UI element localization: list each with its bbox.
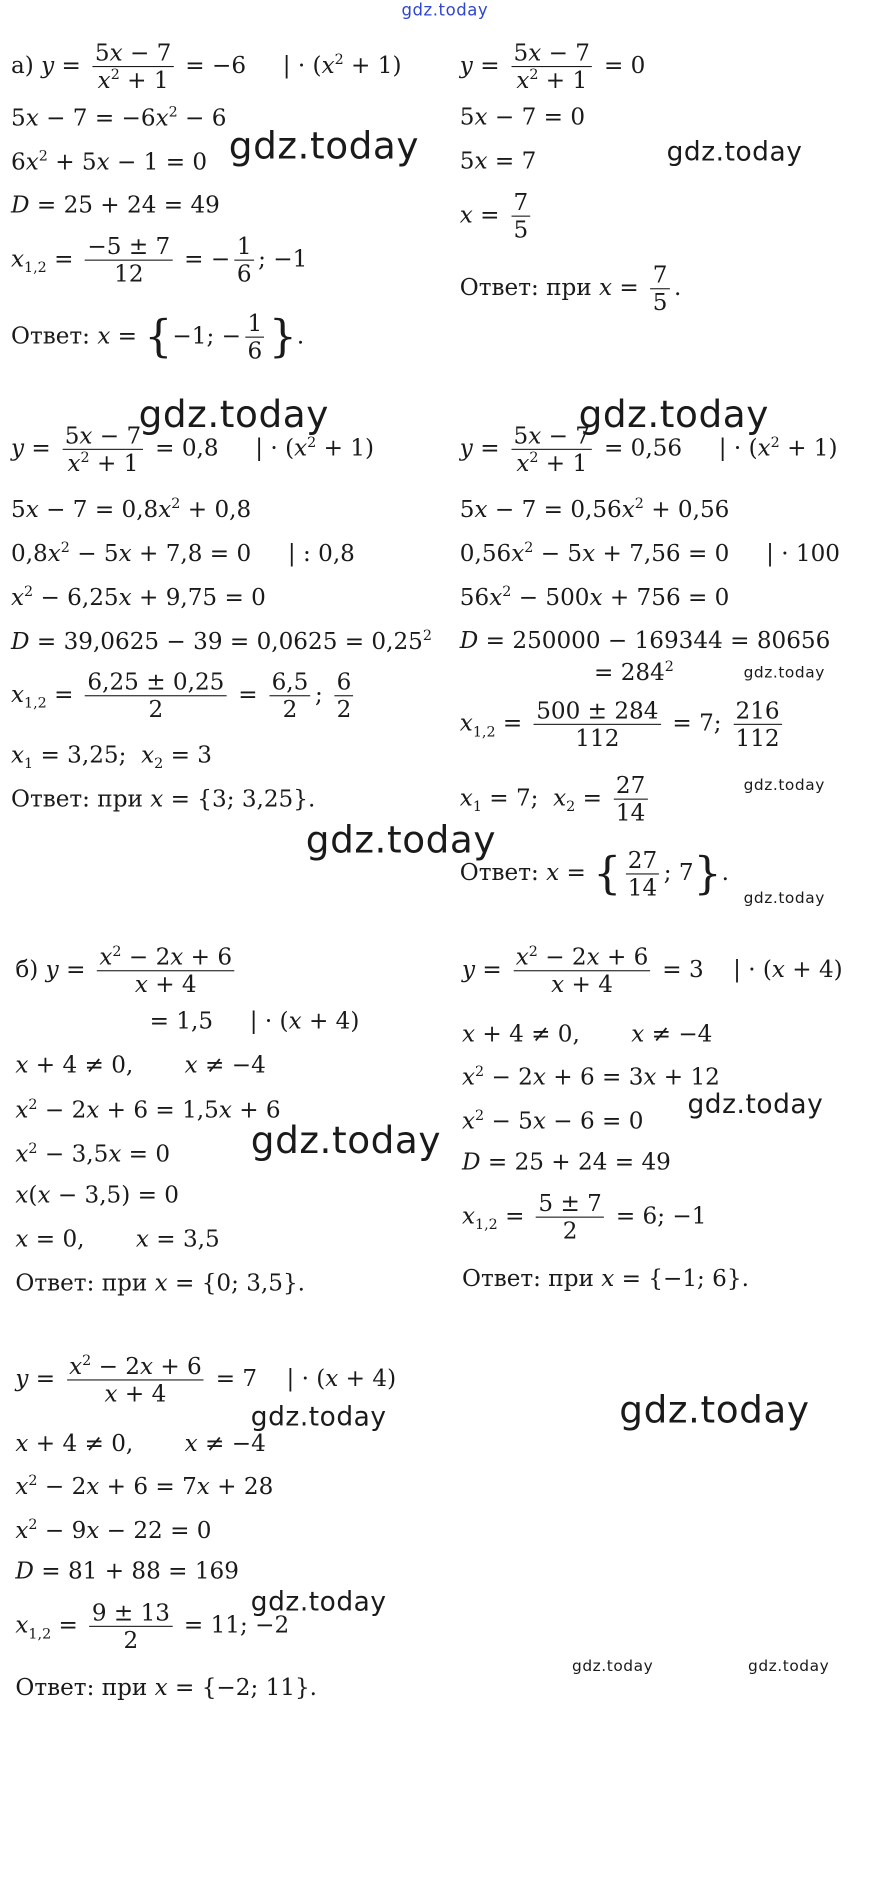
math-line: $5x - 7 = 0,56x^2 + 0,56$ <box>459 496 730 523</box>
math-line: $0,8x^2 - 5x + 7,8 = 0$ | : 0,8 <box>11 540 355 567</box>
math-line: 5x − 7 = 0 <box>459 103 586 130</box>
math-line: x = $\frac{7}{5}$ <box>460 189 535 243</box>
math-line: $x^2 - 5x - 6 = 0$ <box>462 1107 644 1135</box>
math-line: x + 4 ≠ 0, x ≠ −4 <box>15 1430 266 1457</box>
watermark: gdz.today <box>250 1118 442 1163</box>
watermark: gdz.today <box>748 1657 830 1676</box>
math-line: x = 0, x = 3,5 <box>15 1225 220 1252</box>
math-line: $5x - 7 = -6x^2 - 6$ <box>11 104 227 131</box>
math-line: = 1,5 | · (x + 4) <box>149 1007 360 1034</box>
math-line: Ответ: при x = {0; 3,5}. <box>15 1269 306 1296</box>
math-line: D = 250000 − 169344 = 80656 <box>459 627 831 654</box>
math-line: D = 81 + 88 = 169 <box>15 1557 239 1584</box>
math-line: $x^2 - 6,25x + 9,75 = 0$ <box>11 584 266 611</box>
math-line: $56x^2 - 500x + 756 = 0$ <box>459 584 730 611</box>
watermark: gdz.today <box>138 392 329 437</box>
math-line: Ответ: при x = {3; 3,25}. <box>11 785 316 812</box>
math-line: x(x − 3,5) = 0 <box>15 1181 180 1208</box>
math-line: $x_{1,2}$ = $\frac{6,25 \pm 0,25}{2}$ = $\frac{6,5}{2}$ ; $\frac{6}{2}$ <box>11 669 358 723</box>
math-line: $x_{1,2}$ = $\frac{-5 \pm 7}{12}$ = − $\frac{1}{6}$ ; −1 <box>11 233 308 288</box>
math-line: D = 25 + 24 = 49 <box>11 191 220 218</box>
math-line: $x^2 - 3,5x = 0$ <box>15 1140 171 1168</box>
math-line: $5x - 7 = 0,8x^2 + 0,8$ <box>11 496 252 523</box>
math-line: x + 4 ≠ 0, x ≠ −4 <box>462 1020 713 1048</box>
math-line: $x_1 = 3,25$; $x_2 = 3$ <box>11 741 212 773</box>
math-line: $6x^2 + 5x - 1 = 0$ <box>11 148 208 175</box>
math-line: Ответ: при x = {−2; 11}. <box>15 1674 318 1701</box>
watermark-top: gdz.today <box>401 0 489 20</box>
math-line: y = $\frac{5x - 7}{x^2 + 1}$ = 0 <box>459 39 646 94</box>
math-line: Ответ: x = { $\frac{27}{14}$ ; 7}. <box>459 847 729 902</box>
math-line: $x_{1,2}$ = $\frac{500 \pm 284}{112}$ = 7; $\frac{216}{112}$ <box>460 697 786 751</box>
math-line: y = $\frac{x^2 - 2x + 6}{x + 4}$ = 3 | · (x + 4) <box>462 943 843 998</box>
watermark: gdz.today <box>687 1089 824 1120</box>
math-line: Ответ: при x = $\frac{7}{5}$ . <box>459 261 682 316</box>
math-line: y = $\frac{5x - 7}{x^2 + 1}$ = 0,8 | · $(x^2 + 1)$ <box>11 422 374 477</box>
watermark: gdz.today <box>666 136 803 168</box>
watermark: gdz.today <box>305 818 497 863</box>
math-line: $D = 39,0625 - 39 = 0,0625 = 0,25^2$ <box>11 628 432 655</box>
math-line: $x_1 = 7$; $x_2$ = $\frac{27}{14}$ <box>460 772 652 826</box>
math-line: Ответ: при x = {−1; 6}. <box>462 1265 749 1292</box>
watermark: gdz.today <box>250 1401 387 1433</box>
math-line: x + 4 ≠ 0, x ≠ −4 <box>15 1051 266 1078</box>
math-line: $x^2 - 2x + 6 = 7x + 28$ <box>15 1472 274 1500</box>
math-line: $x_{1,2}$ = $\frac{9 \pm 13}{2}$ = 11; −2 <box>15 1599 290 1654</box>
watermark: gdz.today <box>619 1388 810 1433</box>
watermark: gdz.today <box>228 124 420 169</box>
math-line: $x^2 - 2x + 6 = 3x + 12$ <box>462 1063 720 1091</box>
math-line: D = 25 + 24 = 49 <box>462 1148 671 1175</box>
watermark: gdz.today <box>743 889 825 908</box>
math-line: = $284^2$ <box>594 658 674 686</box>
watermark: gdz.today <box>572 1657 654 1676</box>
watermark: gdz.today <box>743 664 825 682</box>
watermark: gdz.today <box>743 776 825 795</box>
math-line: $0,56x^2 - 5x + 7,56 = 0$ | · 100 <box>459 540 840 567</box>
math-line: $x^2 - 2x + 6 = 1,5x + 6$ <box>15 1096 281 1124</box>
math-line: а) y = $\frac{5x - 7}{x^2 + 1}$ = −6 | · $(x^2 + 1)$ <box>11 39 402 94</box>
math-line: y = $\frac{5x - 7}{x^2 + 1}$ = 0,56 | · $(x^2 + 1)$ <box>459 422 838 477</box>
math-line: $x^2 - 9x - 22 = 0$ <box>15 1516 212 1544</box>
math-line: Ответ: x = {−1; − $\frac{1}{6}$ }. <box>11 310 305 365</box>
watermark: gdz.today <box>578 392 769 437</box>
math-line: y = $\frac{x^2 - 2x + 6}{x + 4}$ = 7 | · (x + 4) <box>15 1353 397 1408</box>
math-line: б) y = $\frac{x^2 - 2x + 6}{x + 4}$ <box>15 944 238 998</box>
watermark: gdz.today <box>250 1586 387 1617</box>
math-line: $x_{1,2}$ = $\frac{5 \pm 7}{2}$ = 6; −1 <box>462 1190 707 1245</box>
math-line: 5x = 7 <box>459 147 537 174</box>
